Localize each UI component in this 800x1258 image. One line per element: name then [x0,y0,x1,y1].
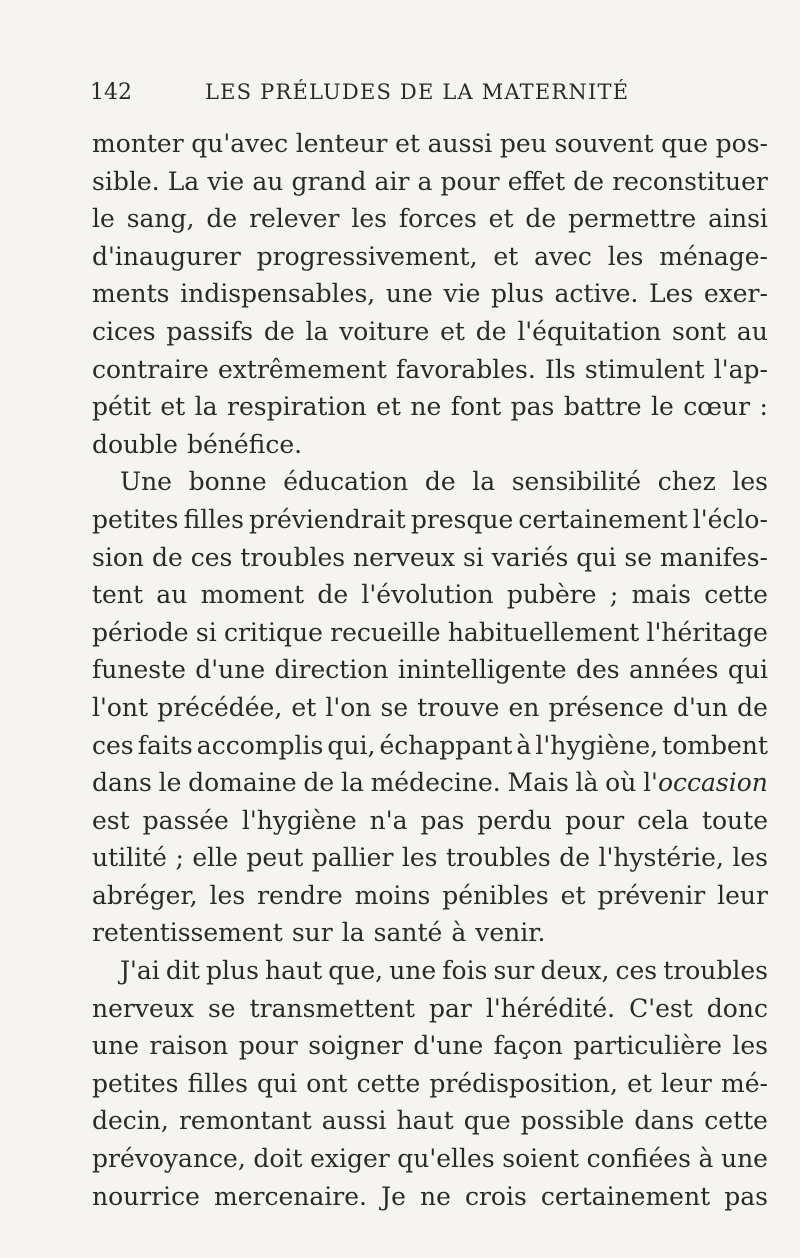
text-line: decin, remontant aussi haut que possible dans cette [92,1106,768,1136]
text-line: est passée l'hygiène n'a pas perdu pour cela toute [92,805,768,835]
text-line: l'ont précédée, et l'on se trouve en présence d'un de [92,692,768,722]
page-number: 142 [90,80,132,105]
text-line: utilité ; elle peut pallier les troubles de l'hystérie, les [92,843,768,873]
text-line: petites filles qui ont cette prédisposition, et leur mé- [92,1068,768,1098]
body-text [92,125,768,1215]
text-line: funeste d'une direction inintelligente des années qui [92,655,768,685]
text-line: nourrice mercenaire. Je ne crois certainement pas [92,1181,768,1211]
text-line: J'ai dit plus haut que, une fois sur deux, ces troubles [120,956,768,986]
text-line: abréger, les rendre moins pénibles et prévenir leur [92,880,768,910]
text-line: double bénéfice. [92,429,303,459]
text-line: sible. La vie au grand air a pour effet de reconstituer [92,166,768,196]
text-line: nerveux se transmettent par l'hérédité. C'est donc [92,993,768,1023]
text-line: une raison pour soigner d'une façon particulière les [92,1031,768,1061]
text-line: le sang, de relever les forces et de permettre ainsi [92,204,768,234]
text-line: monter qu'avec lenteur et aussi peu souvent que pos- [92,129,768,158]
text-line: contraire extrêmement favorables. Ils stimulent l'ap- [92,354,768,384]
text-line: Une bonne éducation de la sensibilité chez les [120,467,768,497]
text-line: petites filles préviendrait presque certainement l'éclo- [92,504,768,534]
text-line: prévoyance, doit exiger qu'elles soient confiées à une [92,1144,768,1174]
text-line: dans le domaine de la médecine. Mais là où l'occasion [92,768,768,798]
running-head [90,80,690,116]
text-line: sion de ces troubles nerveux si variés qui se manifes- [92,542,768,572]
running-title: LES PRÉLUDES DE LA MATERNITÉ [205,80,630,104]
text-line: cices passifs de la voiture et de l'équitation sont au [92,316,768,346]
text-line: retentissement sur la santé à venir. [92,918,546,948]
text-line: ces faits accomplis qui, échappant à l'hygiène, tombent [92,730,768,760]
text-line: période si critique recueille habituellement l'héritage [92,617,768,647]
text-line: pétit et la respiration et ne font pas battre le cœur : [92,392,768,422]
text-line: tent au moment de l'évolution pubère ; mais cette [92,580,768,610]
text-line: d'inaugurer progressivement, et avec les ménage- [92,241,768,271]
text-line: ments indispensables, une vie plus active. Les exer- [92,279,768,309]
